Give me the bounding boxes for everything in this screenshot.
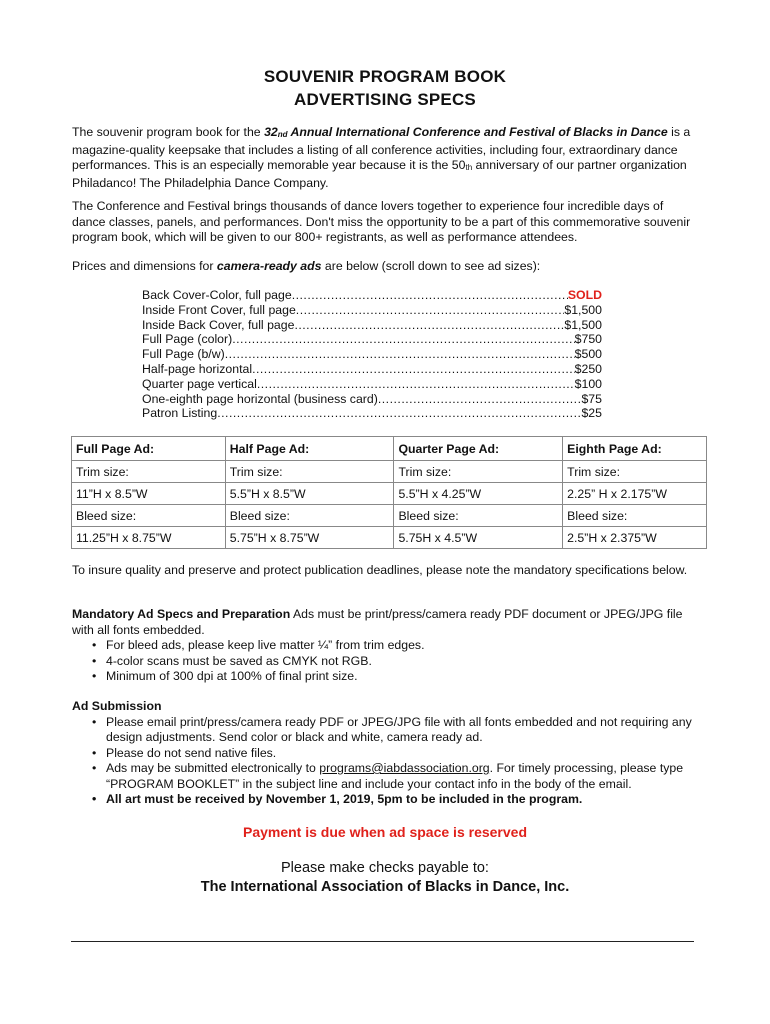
prices-intro-b: are below (scroll down to see ad sizes): [321,259,541,273]
table-cell: Trim size: [225,461,394,483]
intro-paragraph-3 [72,259,700,275]
price-value: $25 [581,406,602,421]
table-header: Half Page Ad: [225,437,394,461]
price-row [142,392,602,407]
price-value: $75 [581,391,602,406]
leader-dots [296,303,565,318]
submission-bullets [72,715,700,808]
price-value: $500 [574,347,602,362]
association-name: The International Association of Blacks in Dance, Inc. [200,879,570,895]
leader-dots [225,347,575,362]
price-value: $100 [574,376,602,391]
camera-ready-ads: camera-ready ads [216,259,322,273]
email-link[interactable]: programs@iabdassociation.org [319,761,490,775]
table-cell: Trim size: [72,461,226,483]
intro-text-c: anniversary of our partner organization Philadanco! The Philadelphia Dance Company. [72,158,687,190]
table-cell: 5.75H x 4.5”W [394,527,563,549]
price-label: Patron Listing [142,406,218,421]
list-item: • 4-color scans must be saved as CMYK not RGB. [106,654,700,670]
table-header: Eighth Page Ad: [563,437,707,461]
intro-text-b: is a magazine-quality keepsake that includes a listing of all conference activities, including four, extraordinary dance performances. This is an especially memorable year because it is the 50 [72,125,691,172]
leader-dots [378,392,582,407]
quality-note-text: To insure quality and preserve and protect publication deadlines, please note the mandatory specifications below. [72,563,688,577]
price-value: $750 [574,332,602,347]
ordinal-suffix-2: th [465,163,473,172]
table-cell: Bleed size: [72,505,226,527]
price-label: Half-page horizontal [142,361,253,376]
bottom-divider [71,941,694,942]
table-cell: 5.5”H x 4.25”W [394,483,563,505]
price-label: Full Page (color) [142,332,233,347]
table-header-row [72,437,707,461]
price-row [142,332,602,347]
price-value-sold: SOLD [567,288,602,302]
table-cell: Bleed size: [394,505,563,527]
price-label: Back Cover-Color, full page [142,288,292,302]
list-item: • Please email print/press/camera ready PDF or JPEG/JPG file with all fonts embedded and not requiring any design adjustments. Send color or black and white, camera ready ad. [106,715,692,746]
event-name: Annual International Conference and Festival of Blacks in Dance [287,125,668,139]
leader-dots [217,406,581,421]
list-item: • For bleed ads, please keep live matter ¼” from trim edges. [106,638,700,654]
ad-submission-section [72,699,700,808]
leader-dots [257,377,575,392]
price-value: $1,500 [564,302,602,317]
ordinal-suffix: nd [277,130,288,139]
submission-text-b: . For timely processing, please type “PROGRAM BOOKLET” in the subject line and include your contact info in the body of the email. [106,761,684,791]
price-label: Quarter page vertical [142,376,257,391]
mandatory-text: Ads must be print/press/camera ready PDF document or JPEG/JPG file with all fonts embedded. [72,607,683,637]
table-cell: 2.5”H x 2.375”W [563,527,707,549]
price-row [142,406,602,421]
table-cell: 5.75”H x 8.75”W [225,527,394,549]
price-row [142,347,602,362]
table-cell: 11.25”H x 8.75”W [72,527,226,549]
mandatory-bullets [72,638,700,685]
ad-size-table [71,436,707,549]
table-header: Quarter Page Ad: [394,437,563,461]
quality-note [72,563,700,579]
list-item [106,761,692,792]
table-cell: 5.5”H x 8.5”W [225,483,394,505]
price-row [142,303,602,318]
table-cell: Bleed size: [563,505,707,527]
price-row [142,288,602,303]
title-line-2: ADVERTISING SPECS [294,90,476,109]
table-row [72,505,707,527]
price-label: Inside Back Cover, full page [142,317,295,332]
submission-text-a: Ads may be submitted electronically to [106,761,320,775]
table-row [72,483,707,505]
mandatory-specs-section [72,607,700,685]
intro-text-a: The souvenir program book for the [72,125,265,139]
table-cell: Bleed size: [225,505,394,527]
price-value: $250 [574,361,602,376]
payment-due-notice: Payment is due when ad space is reserved [242,824,528,840]
table-cell: Trim size: [394,461,563,483]
table-cell: 11”H x 8.5”W [72,483,226,505]
intro-paragraph-2 [72,199,700,246]
price-list [142,288,602,421]
submission-heading: Ad Submission [72,699,162,713]
leader-dots [294,318,564,333]
table-row [72,527,707,549]
prices-intro-a: Prices and dimensions for [72,259,217,273]
intro-paragraph-1 [72,125,700,191]
table-cell: 2.25” H x 2.175”W [563,483,707,505]
intro-text-p2: The Conference and Festival brings thousands of dance lovers together to experience four incredible days of dance classes, panels, and performances. Don't miss the opportunity to be a part of this commemorative souvenir program book, which will be given to our 800+ registrants, as well as performance attendees. [72,199,691,244]
price-row [142,318,602,333]
table-header: Full Page Ad: [72,437,226,461]
table-cell: Trim size: [563,461,707,483]
leader-dots [232,332,574,347]
price-value: $1,500 [564,317,602,332]
list-item: • All art must be received by November 1, 2019, 5pm to be included in the program. [106,792,692,808]
price-label: Full Page (b/w) [142,347,225,362]
payable-to-label: Please make checks payable to: [281,860,489,876]
price-row [142,362,602,377]
conference-number: 32 [264,125,278,139]
leader-dots [292,288,568,303]
price-row [142,377,602,392]
leader-dots [252,362,575,377]
mandatory-heading: Mandatory Ad Specs and Preparation [72,607,291,621]
title-line-1: SOUVENIR PROGRAM BOOK [263,67,507,86]
price-label: Inside Front Cover, full page [142,302,296,317]
list-item: • Please do not send native files. [106,746,692,762]
price-label: One-eighth page horizontal (business card) [142,391,378,406]
table-row [72,461,707,483]
list-item: • Minimum of 300 dpi at 100% of final print size. [106,669,700,685]
